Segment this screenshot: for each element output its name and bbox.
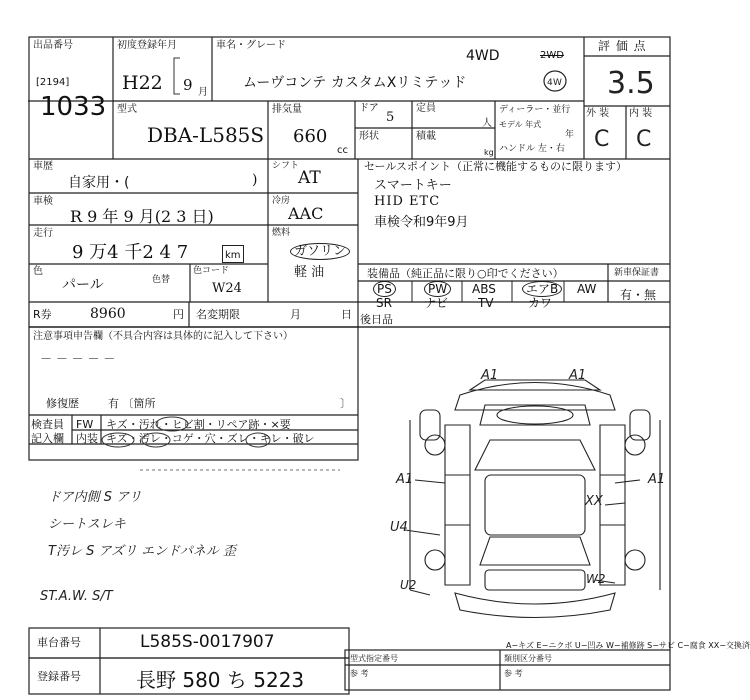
shape-label: 形状 — [359, 131, 379, 142]
inspector-label: 検査員 — [31, 418, 64, 431]
damage-legend: A−キズ E−ニクボ U−凹み W−補修跡 S−サビ C−腐食 XX−交換済 — [506, 641, 750, 650]
handwriting-circles — [100, 412, 310, 448]
equip-aw: AW — [577, 282, 597, 296]
color-code-label: 色コード — [193, 266, 230, 276]
equip-pw: PW — [424, 284, 451, 295]
equip-abs: ABS — [472, 282, 496, 296]
notes-dashes: － － － － － — [40, 352, 116, 366]
ref-label-1: 参 考 — [350, 669, 369, 678]
selling-point-1: スマートキー — [374, 178, 452, 193]
bracket-mark — [170, 56, 182, 96]
rear-seat-label: 後日品 — [360, 313, 393, 326]
model-label: 型式 — [117, 104, 137, 115]
hw-note-3: T汚レ S アズリ エンドパネル 歪 — [48, 544, 236, 559]
first-reg-year: H22 — [122, 72, 163, 94]
model-year-label: モデル 年式 — [499, 120, 542, 129]
recycle-value: 8960 — [90, 306, 126, 322]
kg-unit: kg — [484, 148, 494, 157]
score-label: 評 価 点 — [598, 39, 647, 53]
drive-2wd: 2WD — [540, 50, 564, 61]
inspector-items: キズ・汚れ・ヒビ割・リペア跡・×要 — [106, 418, 291, 431]
exterior-grade: C — [594, 127, 610, 152]
equipment-grid — [358, 281, 608, 302]
hw-note-4: ST.A.W. S/T — [40, 589, 113, 604]
registration-label: 登録番号 — [37, 670, 81, 683]
chassis-value: L585S-0017907 — [140, 632, 275, 652]
equip-airbag: エアB — [522, 284, 562, 295]
hw-note-2: シートスレキ — [48, 517, 126, 532]
handle-label: ハンドル 左・右 — [499, 144, 565, 154]
color-label: 色 — [33, 266, 43, 277]
mark-right-side: A1 — [648, 472, 666, 487]
equip-sr: SR — [376, 296, 392, 310]
km-unit: km — [225, 250, 241, 261]
doors-value: 5 — [386, 110, 395, 125]
warranty-value: 有・無 — [620, 288, 657, 302]
repair-label: 修復歴 — [46, 397, 79, 410]
svg-text:4: 4 — [547, 78, 553, 88]
displacement-value: 660 — [293, 126, 328, 147]
selling-point-2: HID ETC — [374, 194, 441, 209]
chassis-label: 車台番号 — [37, 636, 81, 649]
history-value: 自家用・( — [68, 175, 130, 191]
color-change-label: 色替 — [152, 275, 171, 285]
first-reg-label: 初度登録年月 — [117, 40, 177, 51]
seats-label: 定員 — [416, 103, 436, 114]
ref-label-2: 参 考 — [504, 669, 523, 678]
cc-unit: cc — [337, 145, 348, 156]
mark-dent-left: U4 — [390, 520, 408, 535]
exterior-label: 外 装 — [586, 108, 610, 119]
svg-text:W: W — [553, 78, 562, 88]
selling-point-3: 車検令和9年9月 — [374, 215, 469, 230]
equip-ps: PS — [373, 284, 396, 295]
shift-label: シフト — [272, 161, 300, 171]
mark-front-right: A1 — [569, 368, 587, 383]
score-value: 3.5 — [607, 66, 655, 101]
category-label: 類別区分番号 — [504, 654, 552, 663]
month-unit: 月 — [198, 87, 208, 98]
hw-note-1: ドア内側 S アリ — [48, 490, 142, 505]
mark-front-left: A1 — [481, 368, 499, 383]
registration-value: 長野 580 ち 5223 — [136, 668, 305, 692]
drive-4wd: 4WD — [466, 48, 500, 64]
mileage-label: 走行 — [33, 228, 53, 239]
interior-grade: C — [636, 127, 652, 152]
mark-repair-rear: W2 — [586, 572, 606, 586]
model-code: DBA-L585S — [147, 123, 265, 147]
first-reg-month: 9 — [183, 76, 193, 94]
car-name-label: 車名・グレード — [216, 40, 286, 51]
hw-underlines — [40, 470, 350, 610]
repair-close: 〕 — [340, 397, 351, 410]
deadline-day: 日 — [341, 308, 352, 321]
shift-value: AT — [298, 168, 321, 188]
year-unit: 年 — [565, 130, 575, 140]
lot-label: 出品番号 — [33, 40, 73, 51]
dealer-label: ディーラー・並行 — [499, 105, 571, 115]
deadline-month: 月 — [290, 308, 301, 321]
deadline-label: 名変期限 — [196, 308, 240, 321]
4wd-circle-icon — [540, 68, 570, 94]
yen-unit: 円 — [173, 308, 184, 321]
car-name: ムーヴコンテ カスタムXリミテッド — [243, 75, 467, 91]
color-value: パール — [62, 277, 104, 293]
doors-label: ドア — [359, 103, 379, 114]
equip-tv: TV — [478, 296, 494, 310]
lot-number: 1033 — [40, 92, 107, 122]
history-label: 車歴 — [33, 161, 53, 172]
cooler-value: AAC — [288, 204, 324, 223]
history-close: ) — [252, 172, 258, 188]
entry-interior: 内装 — [76, 432, 98, 445]
mark-replaced: XX — [585, 494, 603, 509]
car-damage-diagram — [390, 365, 650, 625]
equip-navi: ナビ — [424, 296, 449, 310]
mileage-value: 9 万4 千2 4 7 — [72, 242, 189, 263]
fuel-gasoline: ガソリン — [290, 240, 350, 259]
warranty-label: 新車保証書 — [614, 268, 660, 278]
notes-label: 注意事項申告欄（不具合内容は具体的に記入して下さい） — [33, 331, 293, 342]
inspection-value: R 9 年 9 月(2 3 日) — [70, 207, 214, 226]
recycle-label: R券 — [33, 308, 52, 321]
displacement-label: 排気量 — [272, 104, 302, 115]
entry-items: キズ・汚レ・コゲ・穴・ズレ・キレ・破レ — [106, 432, 315, 445]
color-code: W24 — [212, 281, 242, 296]
repair-value: 有 〔箇所 — [108, 397, 156, 410]
seats-unit: 人 — [482, 118, 492, 129]
fuel-diesel: 軽 油 — [294, 265, 325, 280]
equip-leather: カワ — [528, 296, 553, 310]
interior-label: 内 装 — [629, 108, 653, 119]
equipment-label: 装備品（純正品に限り○印でください） — [367, 267, 564, 280]
mark-left-side: A1 — [396, 472, 414, 487]
inspection-label: 車検 — [33, 196, 53, 207]
cooler-label: 冷房 — [272, 196, 291, 206]
type-designation-label: 型式指定番号 — [350, 654, 398, 663]
load-label: 積載 — [416, 131, 436, 142]
lot-small-number: [2194] — [36, 77, 70, 88]
selling-points-label: セールスポイント（正常に機能するものに限ります） — [364, 160, 628, 173]
inspector-fw: FW — [76, 418, 94, 431]
mark-dent-rear: U2 — [400, 578, 417, 592]
entry-label: 記入欄 — [31, 432, 64, 445]
fuel-label: 燃料 — [272, 228, 291, 238]
